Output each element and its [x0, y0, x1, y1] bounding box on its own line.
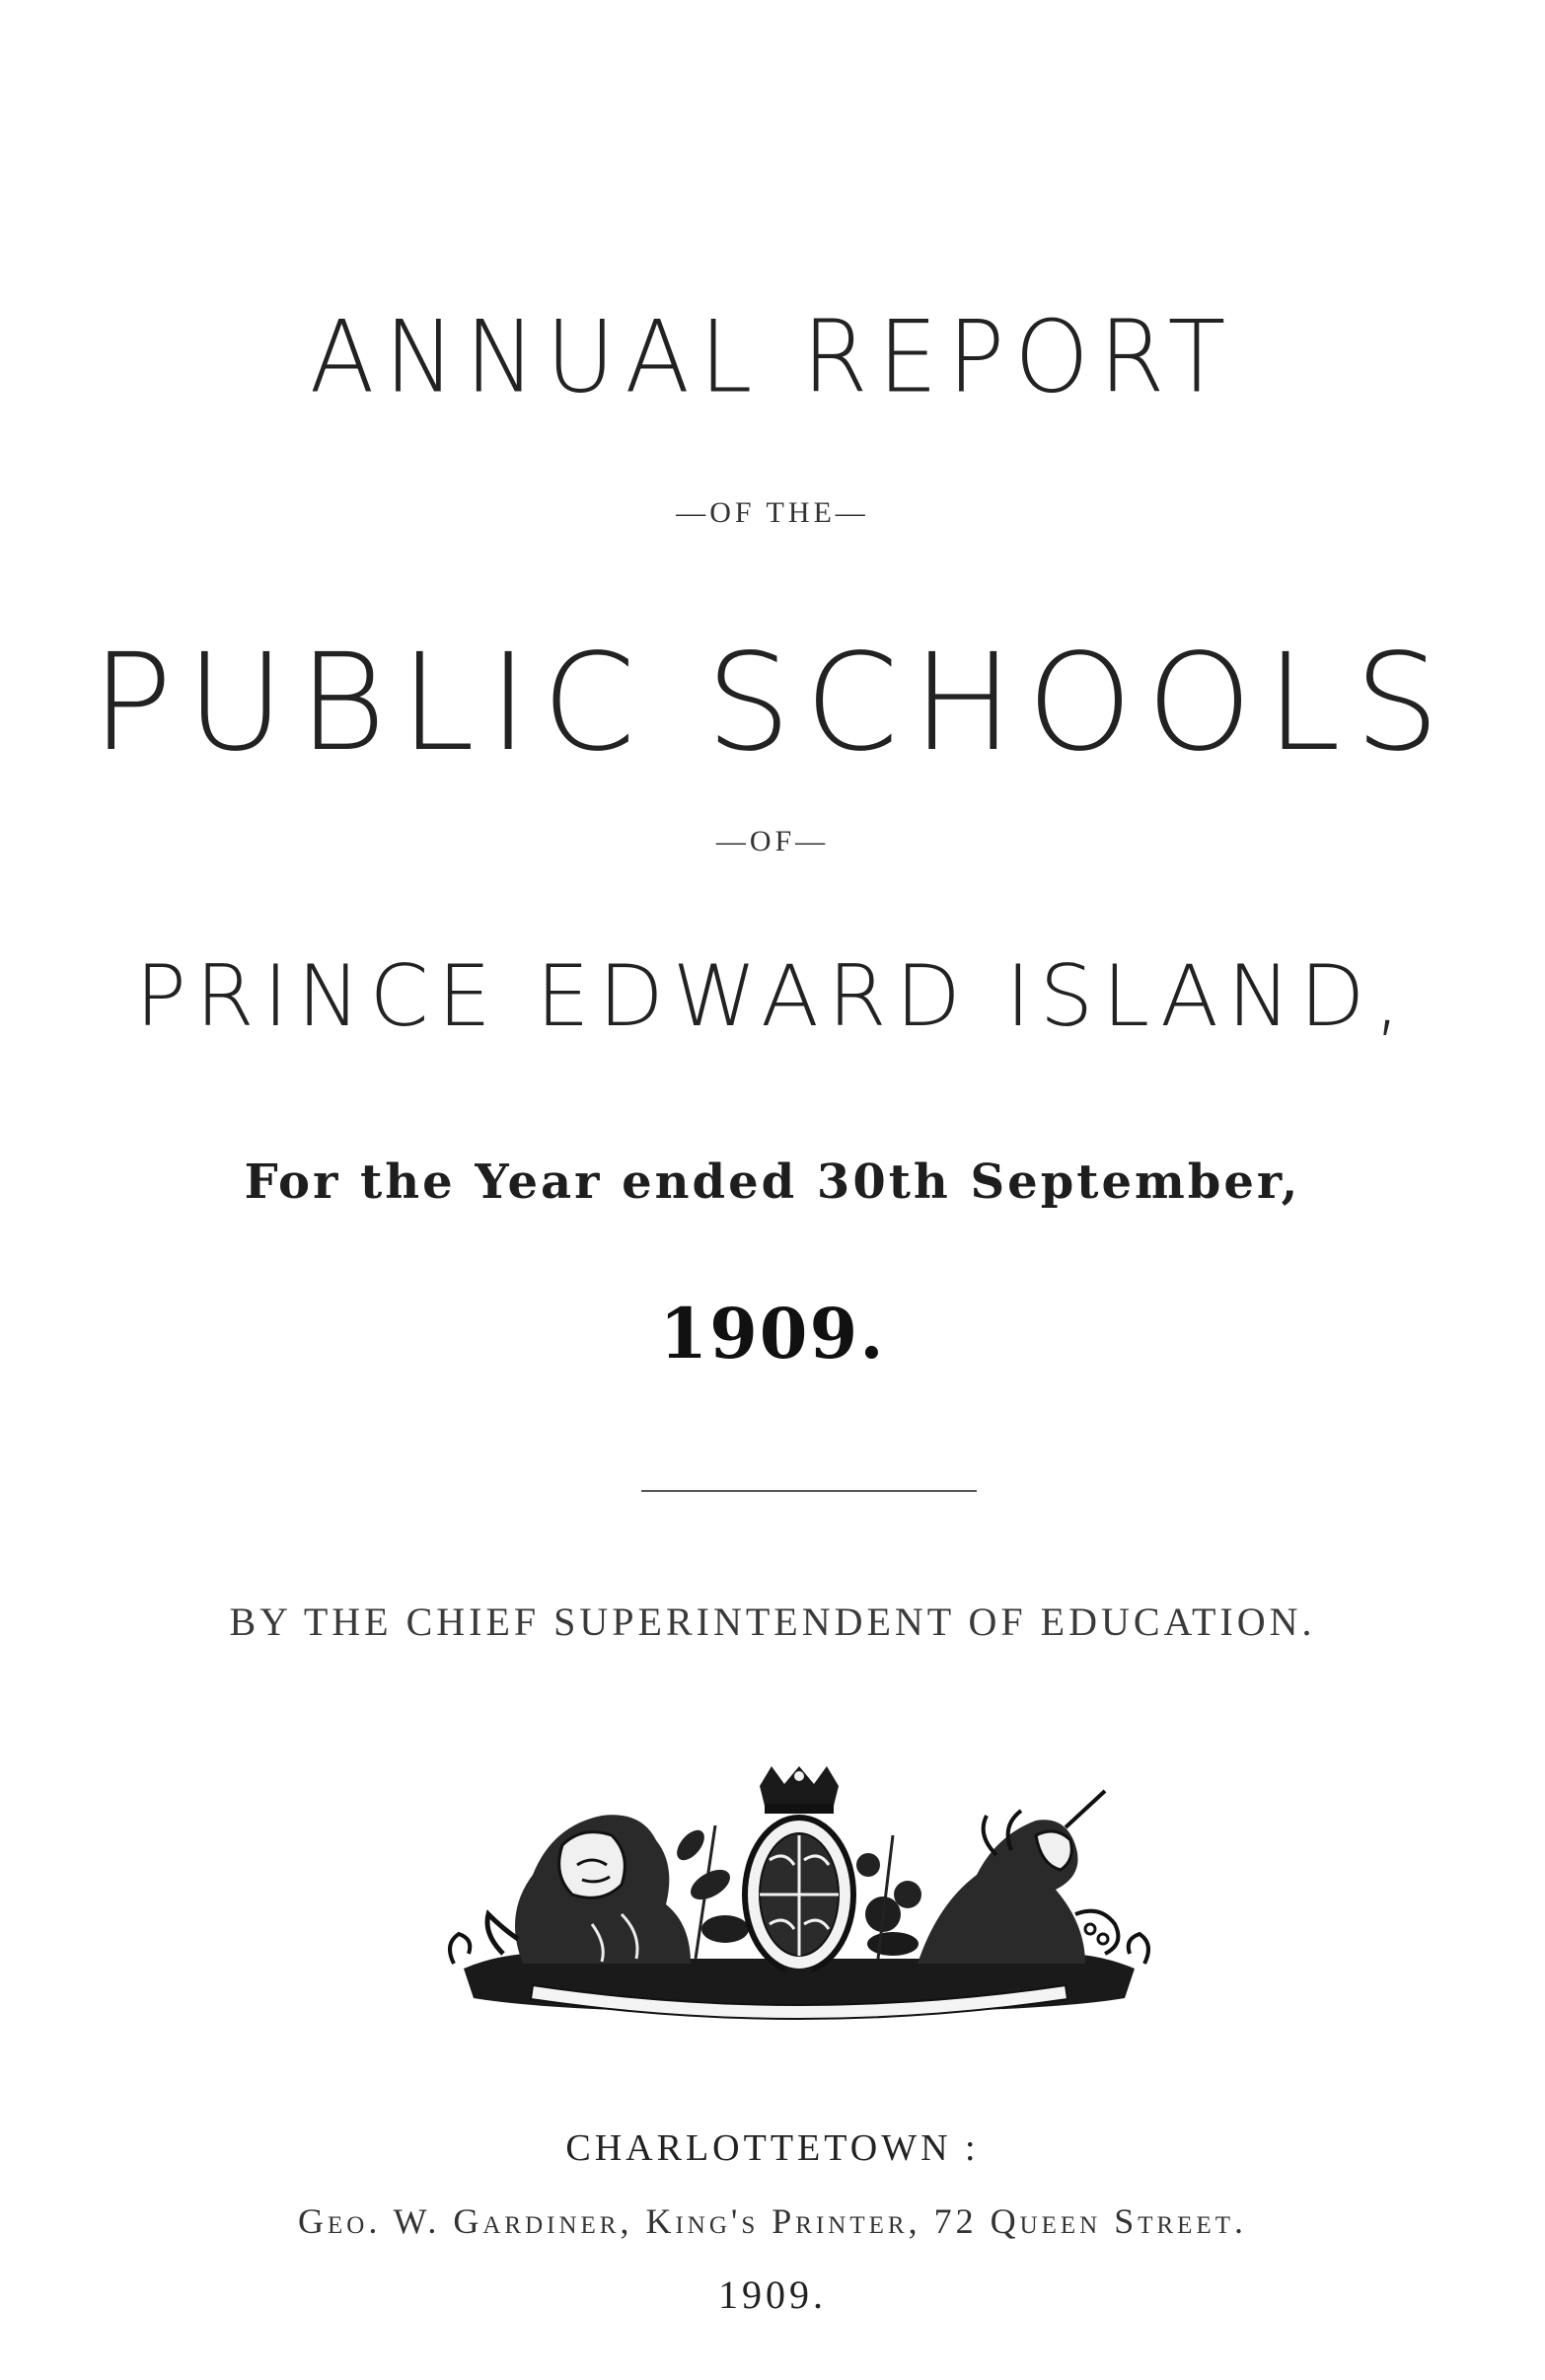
title-public-schools: PUBLIC SCHOOLS [91, 626, 1454, 781]
flourish-right [1129, 1934, 1148, 1964]
lion-supporter [487, 1815, 691, 1964]
fiscal-year-line: For the Year ended 30th September, [244, 1154, 1301, 1210]
report-year: 1909. [659, 1293, 886, 1375]
unicorn-supporter [918, 1791, 1118, 1964]
author-line: BY THE CHIEF SUPERINTENDENT OF EDUCATION. [229, 1599, 1316, 1644]
imprint-printer: Geo. W. Gardiner, King's Printer, 72 Queen Street. [298, 2201, 1247, 2241]
imprint-year: 1909. [718, 2272, 827, 2317]
connector-of: —OF— [715, 825, 830, 857]
divider-rule [641, 1490, 977, 1492]
title-annual-report: ANNUAL REPORT [309, 299, 1236, 415]
foliage-right [856, 1835, 921, 1959]
flourish-left [450, 1934, 470, 1964]
connector-of-the: —OF THE— [676, 496, 869, 529]
crown [760, 1766, 839, 1814]
royal-coat-of-arms-icon [444, 1766, 1154, 2023]
imprint-city: CHARLOTTETOWN : [565, 2127, 980, 2169]
title-prince-edward-island: PRINCE EDWARD ISLAND, [135, 947, 1410, 1046]
